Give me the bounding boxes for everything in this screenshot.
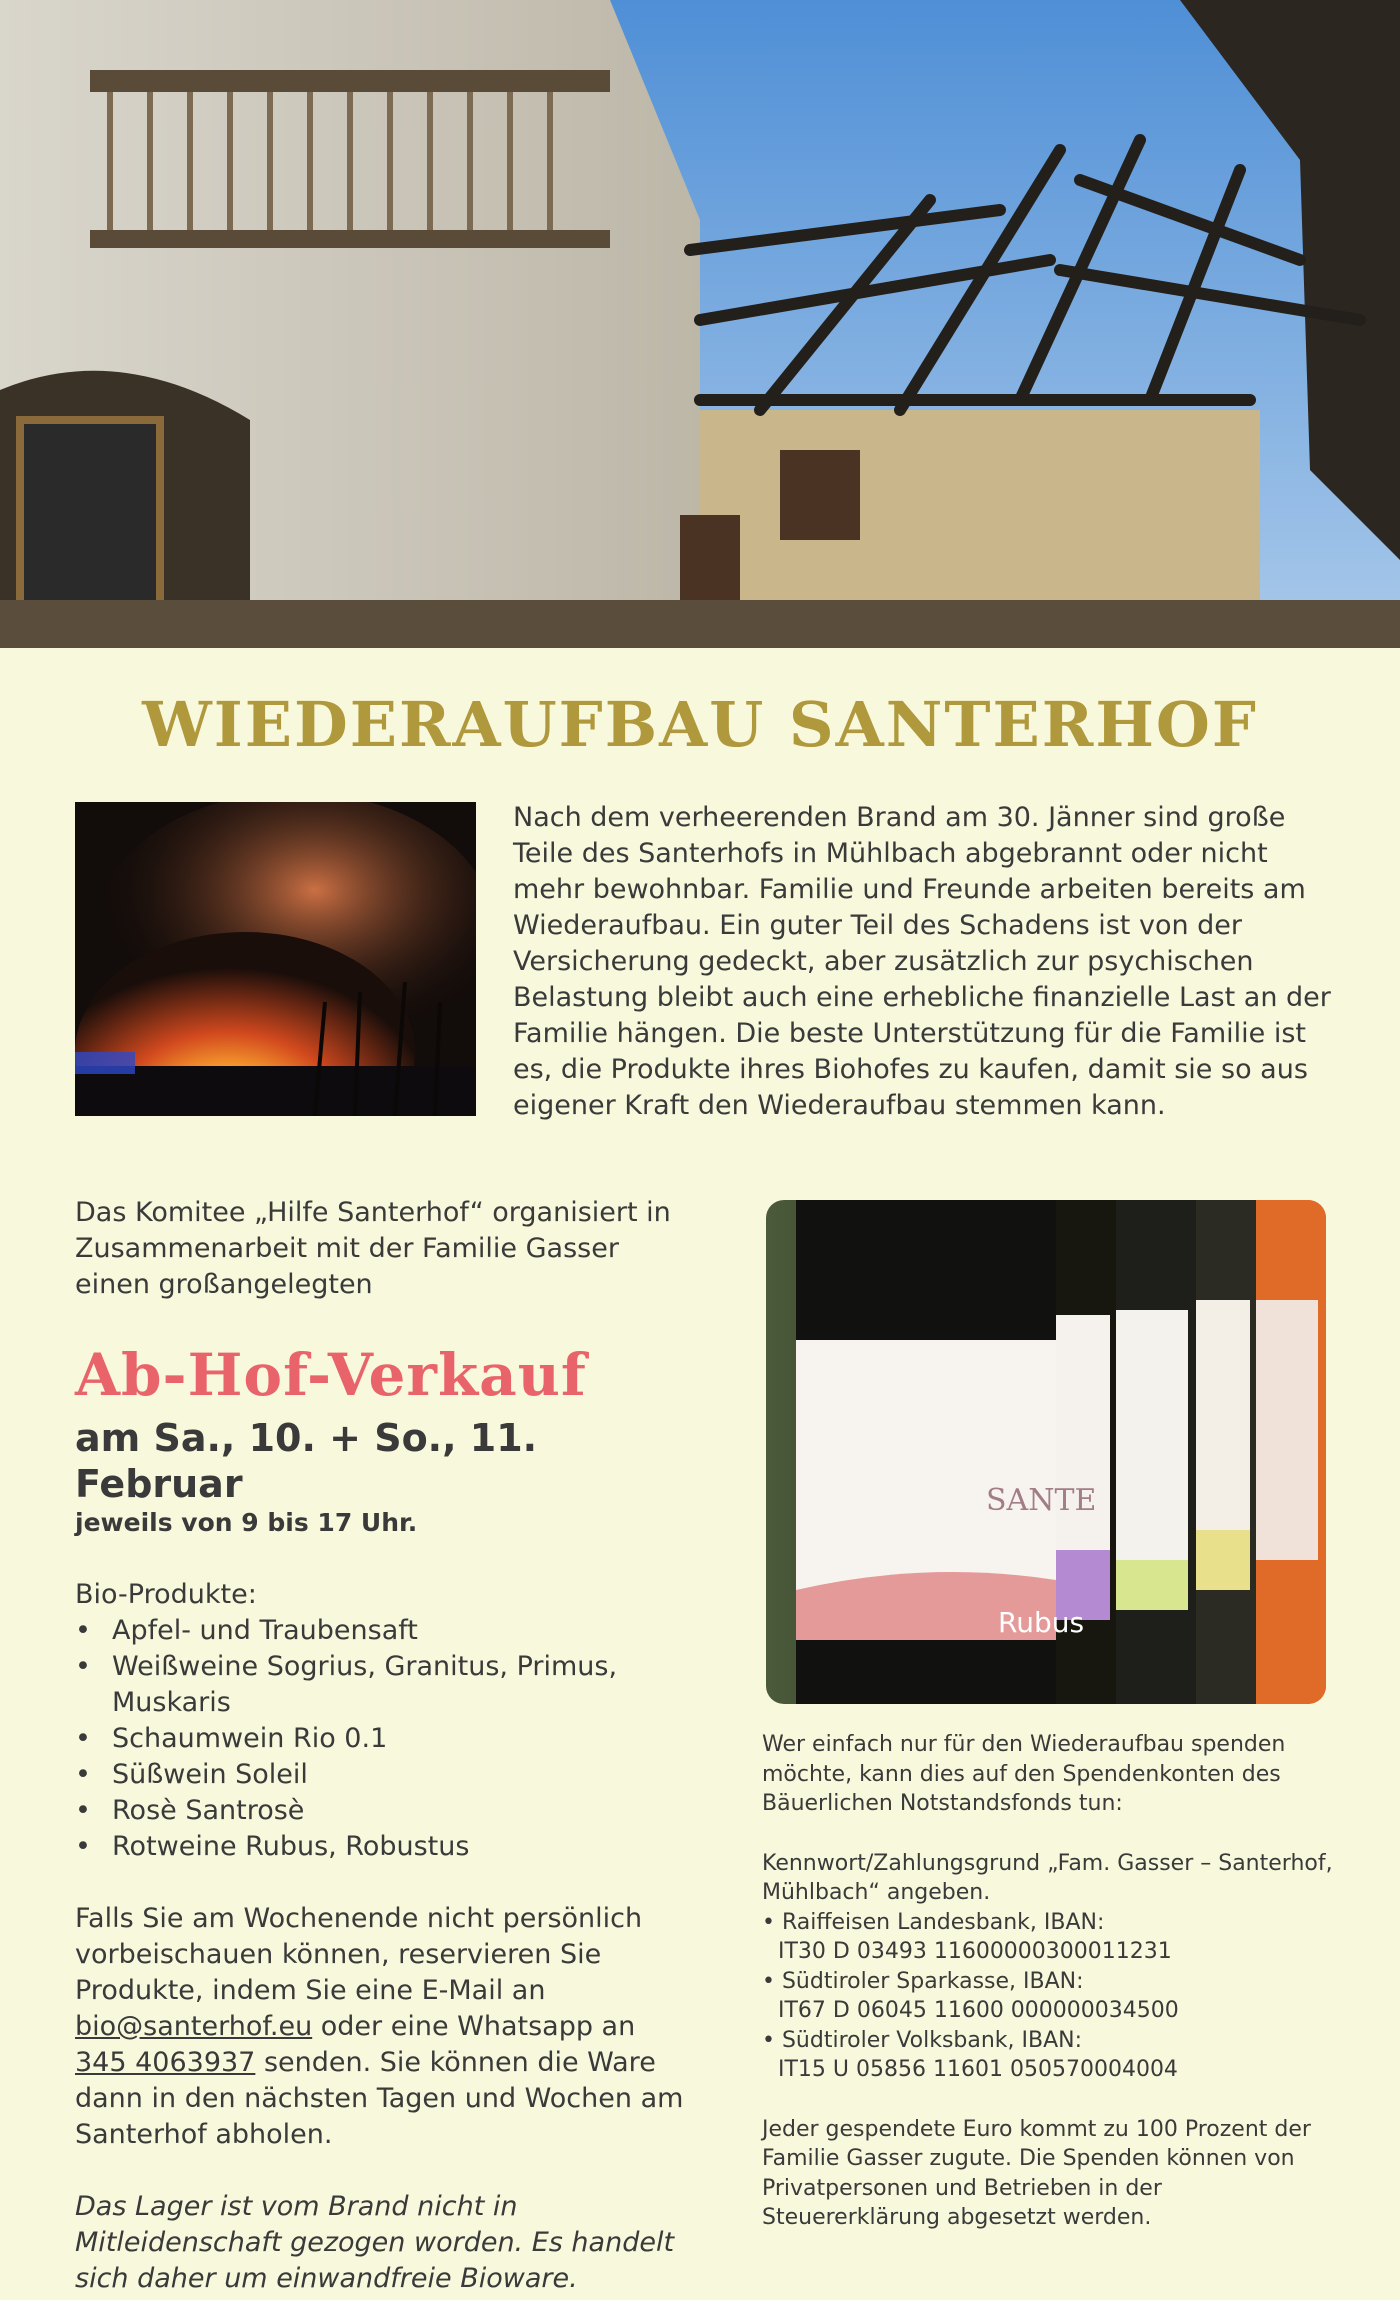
email-link[interactable]: bio@santerhof.eu [75, 2011, 313, 2042]
donation-info [762, 1730, 1342, 2233]
donation-closing: Jeder gespendete Euro kommt zu 100 Prozent der Familie Gasser zugute. Die Spenden können von Privatpersonen und Betrieben in der Steuererklärung abgesetzt werden. [762, 2116, 1311, 2230]
sale-dates: am Sa., 10. + So., 11. Februar [75, 1416, 538, 1506]
bank-iban: IT67 D 06045 11600 000000034500 [778, 1998, 1179, 2023]
burnt-farmhouse-photo [0, 0, 1400, 648]
reserve-text [75, 1901, 695, 2153]
sale-times: jeweils von 9 bis 17 Uhr. [75, 1508, 418, 1537]
products-label: Bio-Produkte: [75, 1579, 257, 1610]
page-title: WIEDERAUFBAU SANTERHOF [142, 688, 1258, 761]
wine-label-brand: SANTE [986, 1483, 1097, 1518]
product-list [75, 1613, 695, 1865]
list-item: • Süßwein Soleil [75, 1757, 695, 1793]
reserve-text-part: Falls Sie am Wochenende nicht persönlich vorbeischauen können, reservieren Sie Produkte, indem Sie eine E-Mail an [75, 1903, 643, 2006]
list-item: • Rosè Santrosè [75, 1793, 695, 1829]
donation-intro: Wer einfach nur für den Wiederaufbau spenden möchte, kann dies auf den Spendenkonten des Bäuerlichen Notstandsfonds tun: [762, 1732, 1286, 1816]
bank-name: • Südtiroler Sparkasse, IBAN: [762, 1968, 1084, 1994]
intro-text: Nach dem verheerenden Brand am 30. Jänner sind große Teile des Santerhofs in Mühlbach abgebrannt oder nicht mehr bewohnbar. Familie und Freunde arbeiten bereits am Wiederaufbau. Ein guter Teil des Schadens ist von der Versicherung gedeckt, aber zusätzlich zur psychischen Belastung bleibt auch eine erhebliche finanzielle Last an der Familie hängen. Die beste Unterstützung für die Familie ist es, die Produkte ihres Biohofes zu kaufen, damit sie so aus eigener Kraft den Wiederaufbau stemmen kann. [513, 802, 1331, 1121]
wine-bottles-photo [766, 1200, 1326, 1704]
committee-text: Das Komitee „Hilfe Santerhof“ organisiert in Zusammenarbeit mit der Familie Gasser einen großangelegten [75, 1197, 671, 1300]
bank-name: • Raiffeisen Landesbank, IBAN: [762, 1909, 1105, 1935]
donation-keyword: Kennwort/Zahlungsgrund „Fam. Gasser – Santerhof, Mühlbach“ angeben. [762, 1850, 1333, 1905]
reserve-text-part: senden. Sie können die Ware dann in den nächsten Tagen und Wochen am Santerhof abholen. [75, 2047, 684, 2150]
reserve-text-part: oder eine Whatsapp an [312, 2011, 636, 2042]
wine-bottles-illustration [766, 1200, 1326, 1704]
burnt-farmhouse-illustration [0, 0, 1400, 648]
house-fire-illustration [75, 802, 476, 1116]
house-fire-photo [75, 802, 476, 1116]
sale-info [75, 1195, 695, 2297]
bank-iban: IT30 D 03493 11600000300011231 [778, 1939, 1172, 1964]
bank-iban: IT15 U 05856 11601 050570004004 [778, 2057, 1178, 2082]
wine-label-name: Rubus [998, 1606, 1085, 1639]
stock-note: Das Lager ist vom Brand nicht in Mitleidenschaft gezogen worden. Es handelt sich daher um einwandfreie Bioware. [75, 2191, 675, 2294]
sale-headline: Ab-Hof-Verkauf [75, 1341, 587, 1409]
list-item: • Rotweine Rubus, Robustus [75, 1829, 695, 1865]
bank-name: • Südtiroler Volksbank, IBAN: [762, 2027, 1083, 2053]
list-item: • Weißweine Sogrius, Granitus, Primus, Muskaris [75, 1649, 695, 1721]
list-item: • Schaumwein Rio 0.1 [75, 1721, 695, 1757]
whatsapp-link[interactable]: 345 4063937 [75, 2047, 256, 2078]
list-item: • Apfel- und Traubensaft [75, 1613, 695, 1649]
